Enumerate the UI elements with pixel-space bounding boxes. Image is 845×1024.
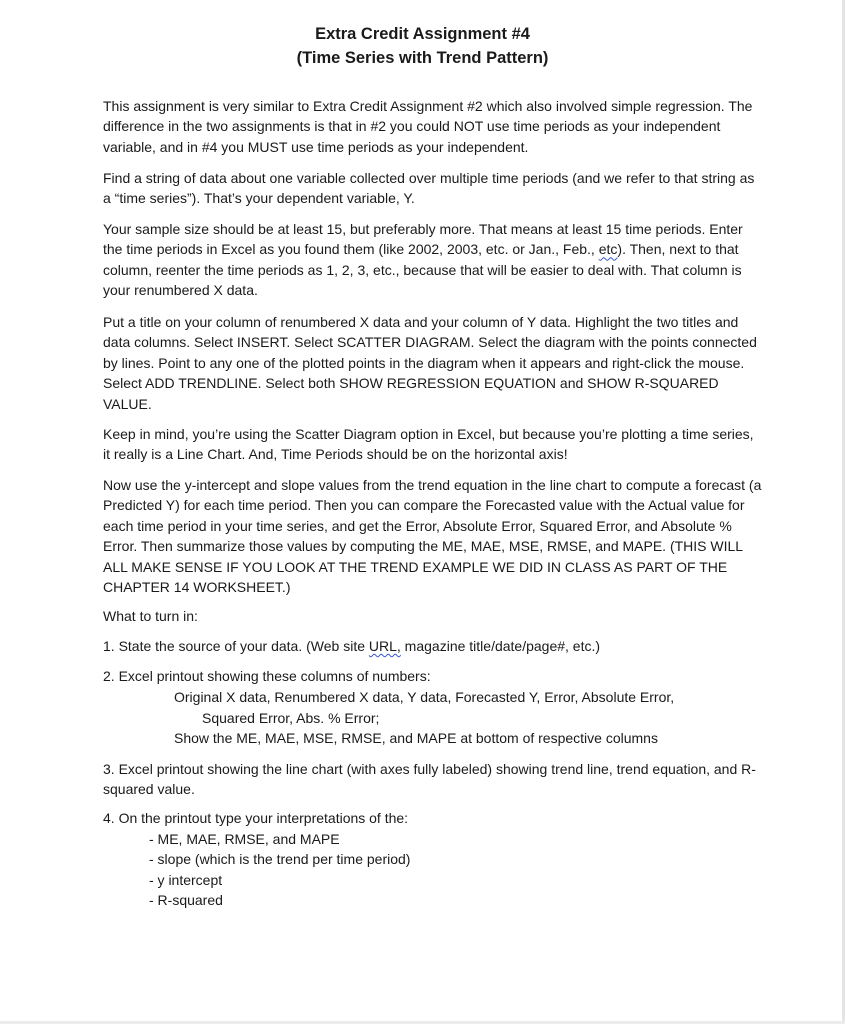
item1-text-a: 1. State the source of your data. (Web site [103,638,369,654]
instructions-paragraph: Put a title on your column of renumbered X data and your column of Y data. Highlight the two titles and data columns. Select INSERT. Select SCATTER DIAGRAM. Select the diagram with the points connected by lines. Point to any one of the plotted points in the diagram when it appears and right-click the mouse. Select ADD TRENDLINE. Select both SHOW REGRESSION EQUATION and SHOW R-SQUARED VALUE. [103,314,757,412]
interpretation-bullet-slope: - slope (which is the trend per time period) [149,851,411,867]
item2-columns-line1: Original X data, Renumbered X data, Y data, Forecasted Y, Error, Absolute Error, [174,689,675,705]
sample-size-paragraph [103,219,763,301]
interpretation-bullet-r-squared: - R-squared [149,892,223,908]
data-source-paragraph: Find a string of data about one variable collected over multiple time periods (and we refer to that string as a “time series”). That’s your dependent variable, Y. [103,170,755,207]
item2-columns-line2: Squared Error, Abs. % Error; [202,710,380,726]
forecast-paragraph: Now use the y-intercept and slope values from the trend equation in the line chart to compute a forecast (a Predicted Y) for each time period. Then you can compare the Forecasted value with the Actual value for each time period in your time series, and get the Error, Absolute Error, Squared Error, and Absolute % Error. Then summarize those values by computing the ME, MAE, MSE, RMSE, and MAPE. (THIS WILL ALL MAKE SENSE IF YOU LOOK AT THE TREND EXAMPLE WE DID IN CLASS AS PART OF THE CHAPTER 14 WORKSHEET.) [103,477,762,596]
interpretation-bullet-intercept: - y intercept [149,872,223,888]
turn-in-item-1 [103,636,763,656]
document-title: Extra Credit Assignment #4 [315,25,530,43]
document-subtitle: (Time Series with Trend Pattern) [296,49,549,67]
item2-summary-line: Show the ME, MAE, MSE, RMSE, and MAPE at bottom of respective columns [174,730,658,746]
turn-in-item-2: 2. Excel printout showing these columns of numbers: [103,668,431,684]
sample-size-text-a: Your sample size should be at least 15, but preferably more. That means at least 15 time periods. Enter the time periods in Excel as you found them (like 2002, 2003, etc. or Jan., Feb., [103,221,743,258]
turn-in-item-4: 4. On the printout type your interpretations of the: [103,810,409,826]
spellcheck-url: URL, [368,638,401,654]
interpretation-bullet-errors: - ME, MAE, RMSE, and MAPE [149,831,340,847]
note-paragraph: Keep in mind, you’re using the Scatter Diagram option in Excel, but because you’re plotting a time series, it really is a Line Chart. And, Time Periods should be on the horizontal axis! [103,426,754,463]
spellcheck-etc: etc [598,241,618,258]
turn-in-item-3: 3. Excel printout showing the line chart (with axes fully labeled) showing trend line, trend equation, and R-squared value. [103,761,756,798]
item1-text-b: magazine title/date/page#, etc.) [400,638,601,654]
sample-size-text-b: ). Then, next to that column, reenter the time periods as 1, 2, 3, etc., because that will be easier to deal with. That column is your renumbered X data. [103,241,742,299]
intro-paragraph: This assignment is very similar to Extra Credit Assignment #2 which also involved simple regression. The difference in the two assignments is that in #2 you could NOT use time periods as your independent variable, and in #4 you MUST use time periods as your independent. [103,98,753,155]
turn-in-heading: What to turn in: [103,608,198,624]
